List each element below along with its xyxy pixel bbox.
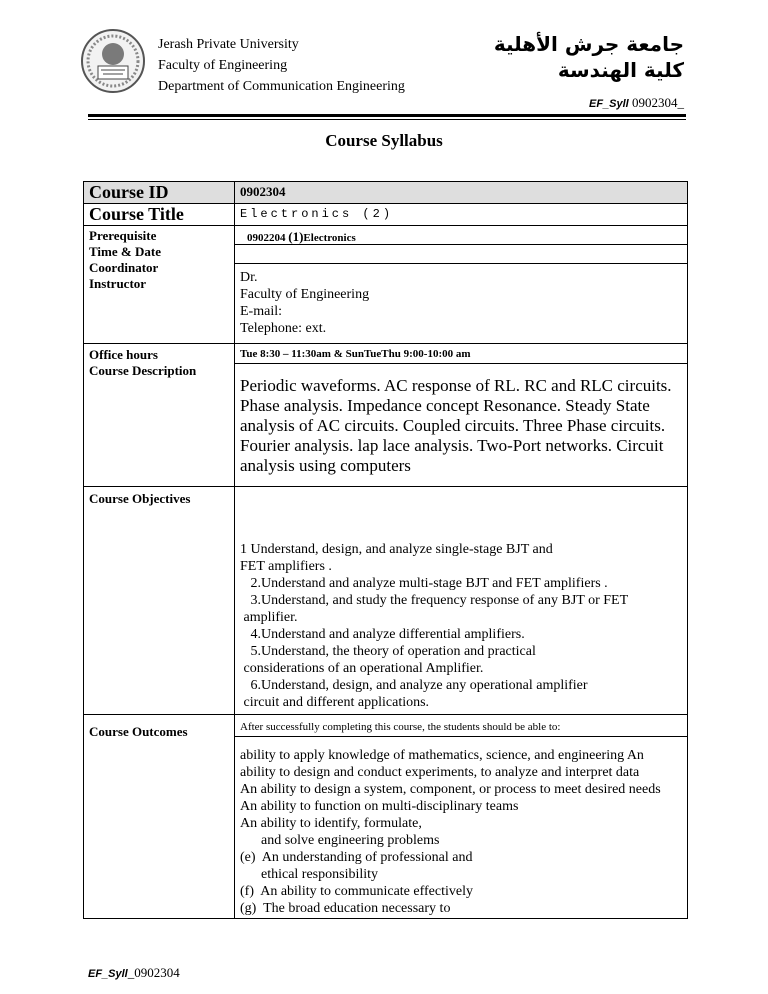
header-rule-thin bbox=[88, 119, 686, 120]
university-logo bbox=[80, 28, 146, 94]
header-left bbox=[158, 34, 405, 97]
objective-line: amplifier. bbox=[240, 610, 298, 625]
outcomes-intro: After successfully completing this course, the students should be able to: bbox=[235, 715, 687, 737]
prerequisite-number: (1) bbox=[288, 229, 304, 244]
prerequisite-label: Prerequisite bbox=[89, 228, 157, 243]
row-course-id bbox=[84, 182, 688, 204]
header-rule bbox=[88, 114, 686, 117]
objective-line: circuit and different applications. bbox=[240, 695, 430, 710]
objective-line: 1 Understand, design, and analyze single-stage BJT and bbox=[240, 542, 553, 557]
footer-code bbox=[88, 965, 180, 981]
document-code bbox=[589, 95, 684, 111]
prerequisite-code: 0902204 bbox=[247, 232, 286, 244]
course-id-value: 0902304 bbox=[235, 182, 688, 204]
objective-line: 3.Understand, and study the frequency response of any BJT or FET bbox=[240, 593, 629, 608]
outcome-line: (f) An ability to communicate effectively bbox=[240, 884, 473, 899]
row-course-title bbox=[84, 204, 688, 226]
prereq-labels bbox=[84, 226, 235, 344]
instructor-dr: Dr. bbox=[240, 270, 258, 285]
arabic-faculty-name: كلية الهندسة bbox=[557, 58, 684, 82]
prereq-values bbox=[235, 226, 688, 344]
time-date-value bbox=[235, 245, 687, 264]
document-code-label: EF_Syll bbox=[589, 98, 629, 110]
page-title: Course Syllabus bbox=[325, 131, 443, 150]
objective-line: 2.Understand and analyze multi-stage BJT and FET amplifiers . bbox=[240, 576, 608, 591]
outcome-line: (g) The broad education necessary to bbox=[240, 901, 451, 916]
outcome-line: An ability to function on multi-disciplinary teams bbox=[240, 799, 519, 814]
course-description: Periodic waveforms. AC response of RL. RC and RLC circuits. Phase analysis. Impedance concept Resonance. Steady State analysis of AC circuits. Coupled circuits. Three Phase circuits. Fourier analysis. lap lace analysis. Two-Port networks. Circuit analysis using computers bbox=[240, 376, 672, 475]
outcomes-values bbox=[235, 715, 688, 919]
outcome-line: ability to apply knowledge of mathematics, science, and engineering An bbox=[240, 748, 644, 763]
instructor-value bbox=[235, 264, 687, 343]
office-hours-value: Tue 8:30 – 11:30am & SunTueThu 9:00-10:00 am bbox=[235, 344, 687, 364]
prerequisite-name: Electronics bbox=[303, 232, 356, 244]
office-description-values bbox=[235, 344, 688, 487]
outcome-line: (e) An understanding of professional and bbox=[240, 850, 473, 865]
objective-line: considerations of an operational Amplifier. bbox=[240, 661, 484, 676]
instructor-email: E-mail: bbox=[240, 304, 282, 319]
objectives-list bbox=[235, 487, 688, 715]
outcome-line: and solve engineering problems bbox=[240, 833, 440, 848]
arabic-university-name: جامعة جرش الأهلية bbox=[493, 32, 684, 56]
outcome-line: An ability to design a system, component, or process to meet desired needs bbox=[240, 782, 661, 797]
syllabus-table bbox=[83, 181, 688, 919]
row-office-description bbox=[84, 344, 688, 487]
department-name: Department of Communication Engineering bbox=[158, 79, 405, 94]
course-description-label: Course Description bbox=[89, 363, 197, 378]
course-title-value: Electronics (2) bbox=[235, 204, 688, 226]
document-code-value: 0902304_ bbox=[632, 95, 684, 110]
outcomes-list bbox=[235, 737, 687, 918]
coordinator-label: Coordinator bbox=[89, 260, 159, 275]
row-objectives bbox=[84, 487, 688, 715]
course-id-label: Course ID bbox=[84, 182, 235, 204]
objective-line: 5.Understand, the theory of operation and practical bbox=[240, 644, 536, 659]
instructor-faculty: Faculty of Engineering bbox=[240, 287, 370, 302]
objective-line: 4.Understand and analyze differential amplifiers. bbox=[240, 627, 525, 642]
outcome-line: ability to design and conduct experiments, to analyze and interpret data bbox=[240, 765, 640, 780]
header-arabic bbox=[494, 31, 684, 83]
instructor-telephone: Telephone: ext. bbox=[240, 321, 327, 336]
course-title-label: Course Title bbox=[84, 204, 235, 226]
objective-line: 6.Understand, design, and analyze any operational amplifier bbox=[240, 678, 588, 693]
office-description-labels bbox=[84, 344, 235, 487]
row-outcomes bbox=[84, 715, 688, 919]
objective-line: FET amplifiers . bbox=[240, 559, 332, 574]
instructor-label: Instructor bbox=[89, 276, 147, 291]
objectives-label: Course Objectives bbox=[84, 487, 235, 715]
outcome-line: ethical responsibility bbox=[240, 867, 379, 882]
faculty-name: Faculty of Engineering bbox=[158, 58, 288, 73]
prerequisite-value bbox=[235, 226, 687, 245]
outcome-line: An ability to identify, formulate, bbox=[240, 816, 422, 831]
footer-code-label: EF_Syll bbox=[88, 968, 128, 980]
office-hours-label: Office hours bbox=[89, 347, 158, 362]
outcomes-label: Course Outcomes bbox=[84, 715, 235, 919]
footer-code-value: _0902304 bbox=[127, 965, 180, 980]
row-prereq-block bbox=[84, 226, 688, 344]
time-date-label: Time & Date bbox=[89, 244, 161, 259]
university-name: Jerash Private University bbox=[158, 37, 299, 52]
